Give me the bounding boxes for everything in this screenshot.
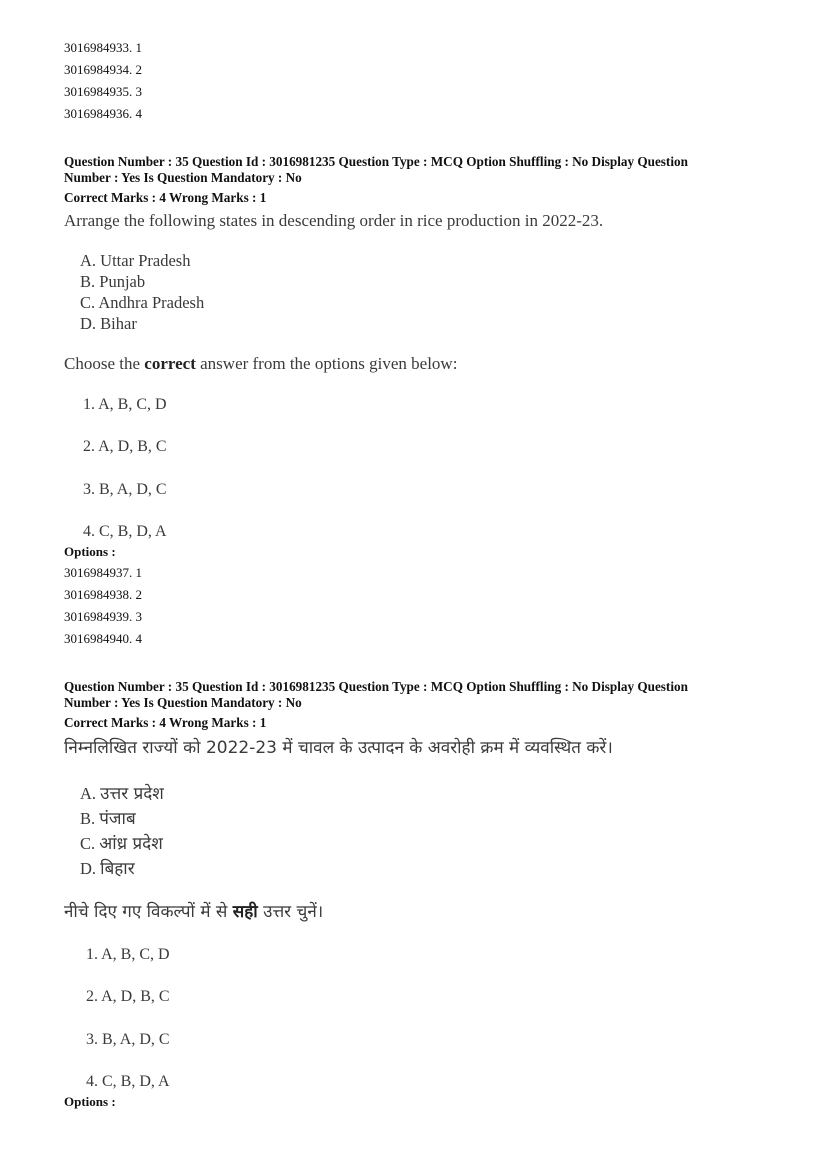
list-item: C. आंध्र प्रदेश: [80, 834, 163, 854]
list-item: B. पंजाब: [80, 809, 136, 829]
marks-line: Correct Marks : 4 Wrong Marks : 1: [64, 190, 267, 205]
marks-line: Correct Marks : 4 Wrong Marks : 1: [64, 715, 267, 730]
option-id-row: 3016984934. 2: [64, 62, 142, 77]
answer-choice: 2. A, D, B, C: [86, 988, 170, 1005]
answer-choice: 1. A, B, C, D: [83, 396, 167, 413]
list-item: B. Punjab: [80, 272, 146, 291]
option-id-row: 3016984935. 3: [64, 84, 142, 99]
question-text: Arrange the following states in descending order in rice production in 2022-23.: [64, 211, 604, 230]
list-item: D. बिहार: [80, 859, 135, 879]
answer-choice: 2. A, D, B, C: [83, 438, 167, 455]
question-meta-line1: Question Number : 35 Question Id : 3016981235 Question Type : MCQ Option Shuffling : No Display Question: [64, 154, 688, 169]
option-id-row: 3016984939. 3: [64, 609, 142, 624]
list-item: A. Uttar Pradesh: [80, 251, 191, 270]
answer-choice: 3. B, A, D, C: [86, 1031, 170, 1048]
option-id-row: 3016984938. 2: [64, 587, 142, 602]
answer-choice: 4. C, B, D, A: [86, 1073, 170, 1090]
options-label: Options :: [64, 544, 116, 559]
question-text: निम्नलिखित राज्यों को 2022-23 में चावल के उत्पादन के अवरोही क्रम में व्यवस्थित करें।: [64, 738, 613, 758]
list-item: A. उत्तर प्रदेश: [80, 784, 164, 804]
instruction-text: नीचे दिए गए विकल्पों में से सही उत्तर चुनें।: [64, 902, 324, 922]
list-item: C. Andhra Pradesh: [80, 293, 205, 312]
answer-choice: 1. A, B, C, D: [86, 946, 170, 963]
instruction-text: Choose the correct answer from the options given below:: [64, 354, 458, 373]
question-meta-line2: Number : Yes Is Question Mandatory : No: [64, 170, 302, 185]
option-id-row: 3016984933. 1: [64, 40, 142, 55]
options-label: Options :: [64, 1094, 116, 1109]
question-meta-line1: Question Number : 35 Question Id : 3016981235 Question Type : MCQ Option Shuffling : No Display Question: [64, 679, 688, 694]
answer-choice: 3. B, A, D, C: [83, 481, 167, 498]
option-id-row: 3016984936. 4: [64, 106, 142, 121]
list-item: D. Bihar: [80, 314, 137, 333]
answer-choice: 4. C, B, D, A: [83, 523, 167, 540]
option-id-row: 3016984937. 1: [64, 565, 142, 580]
option-id-row: 3016984940. 4: [64, 631, 142, 646]
question-meta-line2: Number : Yes Is Question Mandatory : No: [64, 695, 302, 710]
